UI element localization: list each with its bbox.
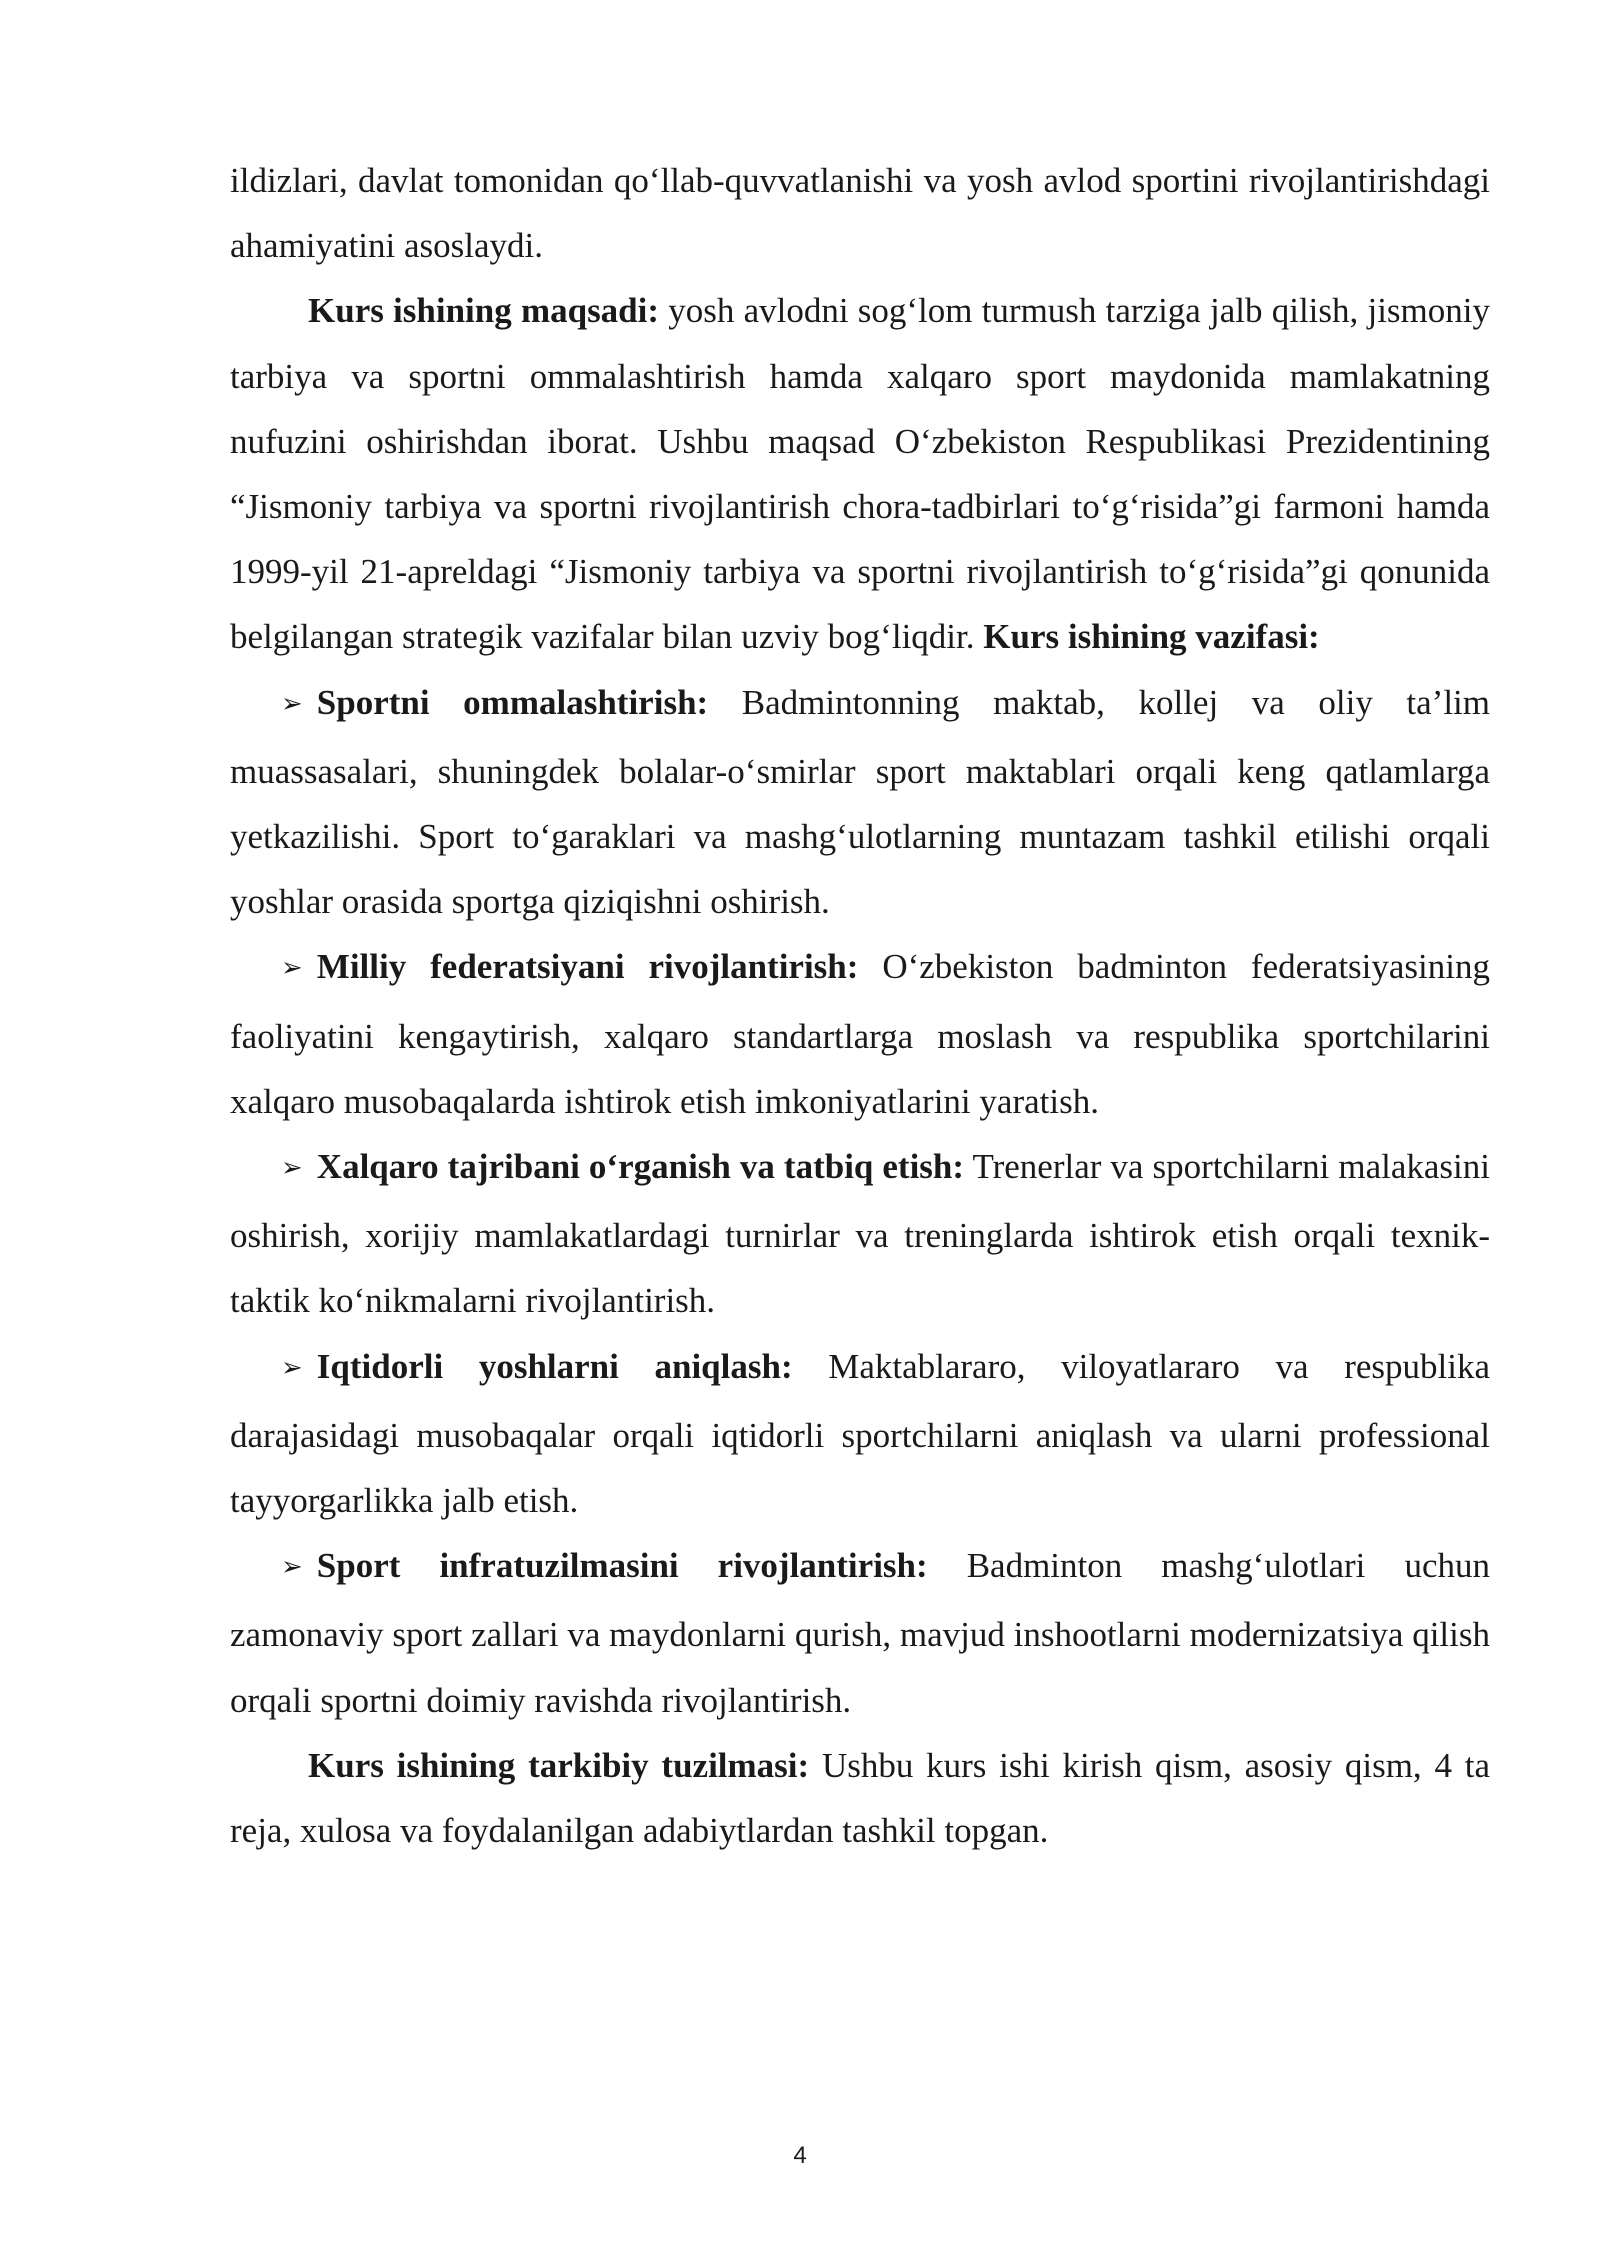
task-item [230,670,1490,935]
task-item [230,1334,1490,1534]
task-title: Xalqaro tajribani o‘rganish va tatbiq etish: [316,1147,965,1187]
task-title: Milliy federatsiyani rivojlantirish: [316,947,859,987]
task-title: Iqtidorli yoshlarni aniqlash: [316,1346,793,1386]
intro-text: ildizlari, davlat tomonidan qo‘llab-quvvatlanishi va yosh avlod sportini rivojlantirishdagi ahamiyatini asoslaydi. [230,161,1490,266]
task-text: Maktablararo, viloyatlararo va respublika darajasidagi musobaqalar orqali iqtidorli sportchilarni aniqlash va ularni professional tayyorgarlikka jalb etish. [230,1346,1490,1521]
arrow-bullet-icon: ➢ [281,1552,303,1583]
task-title: Sportni ommalashtirish: [316,682,709,722]
intro-paragraph [230,148,1490,278]
arrow-bullet-icon: ➢ [281,953,303,984]
task-text: Badmintonning maktab, kollej va oliy ta’lim muassasalari, shuningdek bolalar-o‘smirlar sport maktablari orqali keng qatlamlarga yetkazilishi. Sport to‘garaklari va mashg‘ulotlarning muntazam tashkil etilishi orqali yoshlar orasida sportga qiziqishni oshirish. [230,682,1490,922]
arrow-bullet-icon: ➢ [281,1153,303,1184]
goal-text: yosh avlodni sog‘lom turmush tarziga jalb qilish, jismoniy tarbiya va sportni ommalashtirish hamda xalqaro sport maydonida mamlakatning nufuzini oshirishdan iborat. Ushbu maqsad O‘zbekiston Respublikasi Prezidentining “Jismoniy tarbiya va sportni rivojlantirish chora-tadbirlari to‘g‘risida”gi farmoni hamda 1999-yil 21-apreldagi “Jismoniy tarbiya va sportni rivojlantirish to‘g‘risida”gi qonunida belgilangan strategik vazifalar bilan uzviy bog‘liqdir. [230,291,1490,657]
arrow-bullet-icon: ➢ [281,1352,303,1383]
structure-heading: Kurs ishining tarkibiy tuzilmasi: [308,1745,810,1785]
structure-paragraph [230,1733,1490,1863]
task-title: Sport infratuzilmasini rivojlantirish: [316,1546,928,1586]
task-item [230,1134,1490,1334]
structure-text: Ushbu kurs ishi kirish qism, asosiy qism, 4 ta reja, xulosa va foydalanilgan adabiytlardan tashkil topgan. [230,1745,1490,1851]
task-text: Trenerlar va sportchilarni malakasini oshirish, xorijiy mamlakatlardagi turnirlar va treninglarda ishtirok etish orqali texnik-taktik ko‘nikmalarni rivojlantirish. [230,1147,1490,1321]
tasks-heading: Kurs ishining vazifasi: [983,617,1320,657]
page-number: 4 [793,2142,807,2169]
page-body [230,148,1490,1863]
goal-paragraph [230,278,1490,669]
task-text: O‘zbekiston badminton federatsiyasining faoliyatini kengaytirish, xalqaro standartlarga moslash va respublika sportchilarini xalqaro musobaqalarda ishtirok etish imkoniyatlarini yaratish. [230,947,1491,1121]
arrow-bullet-icon: ➢ [281,688,303,719]
task-item [230,1533,1490,1733]
task-text: Badminton mashg‘ulotlari uchun zamonaviy sport zallari va maydonlarni qurish, mavjud inshootlarni modernizatsiya qilish orqali sportni doimiy ravishda rivojlantirish. [230,1546,1490,1720]
goal-heading: Kurs ishining maqsadi: [308,291,660,331]
task-item [230,934,1490,1134]
